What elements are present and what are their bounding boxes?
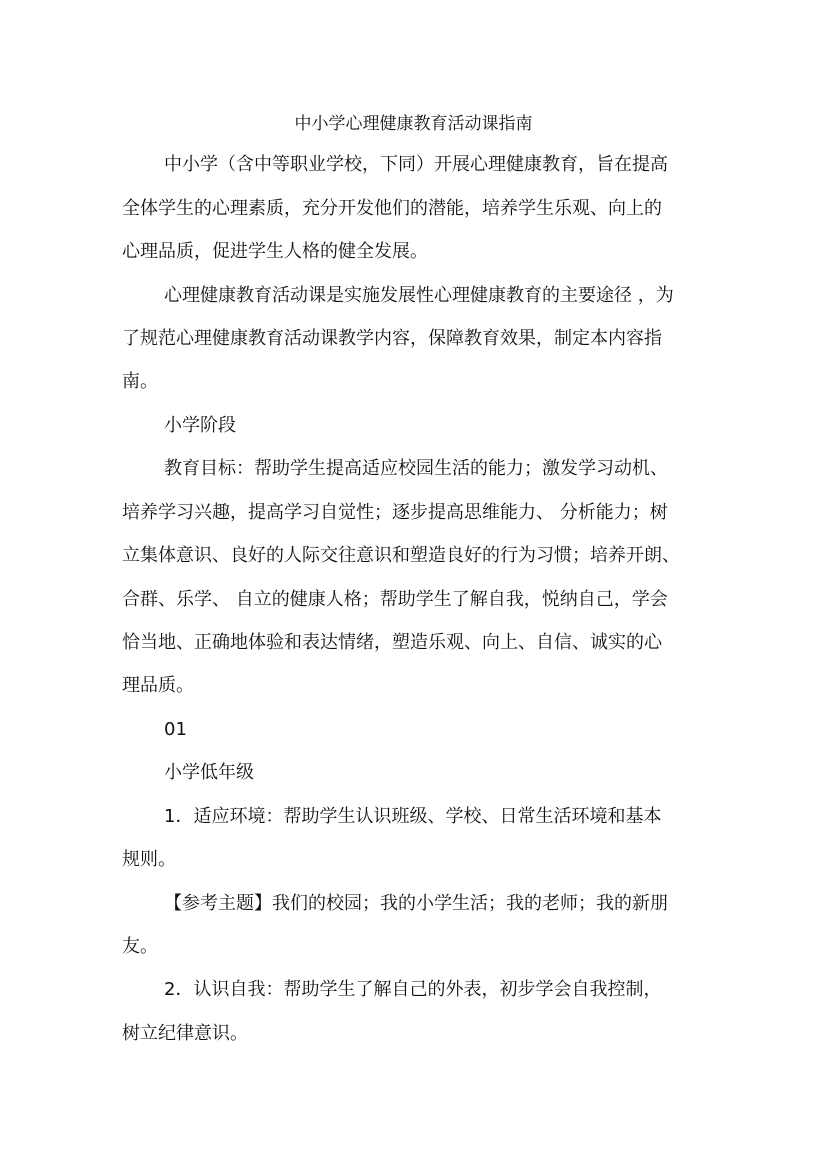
intro-line-1: 中小学（含中等职业学校，下同）开展心理健康教育，旨在提高 [164,154,668,175]
item2-line-1: 2．认识自我：帮助学生了解自己的外表，初步学会自我控制， [164,979,662,1000]
goal-line-3: 立集体意识、良好的人际交往意识和塑造良好的行为习惯；培养开朗、 [122,545,680,566]
intro-line-3: 心理品质，促进学生人格的健全发展。 [122,241,428,262]
section-number: 01 [164,719,187,740]
purpose-line-3: 南。 [122,371,158,392]
goal-line-6: 理品质。 [122,675,194,696]
item1-line-1: 1．适应环境：帮助学生认识班级、学校、日常生活环境和基本 [164,806,662,827]
purpose-line-1: 心理健康教育活动课是实施发展性心理健康教育的主要途径 ，为 [164,285,674,306]
topics-line-1: 【参考主题】我们的校园；我的小学生活；我的老师；我的新朋 [164,893,668,914]
grade-heading: 小学低年级 [164,762,254,783]
stage-heading: 小学阶段 [164,415,236,436]
intro-line-2: 全体学生的心理素质，充分开发他们的潜能，培养学生乐观、向上的 [122,198,662,219]
topics-line-2: 友。 [122,936,158,957]
goal-line-1: 教育目标：帮助学生提高适应校园生活的能力；激发学习动机、 [164,458,668,479]
document-title: 中小学心理健康教育活动课指南 [294,114,533,134]
purpose-line-2: 了规范心理健康教育活动课教学内容，保障教育效果，制定本内容指 [122,328,662,349]
item2-line-2: 树立纪律意识。 [122,1023,248,1044]
goal-line-4: 合群、乐学、 自立的健康人格；帮助学生了解自我，悦纳自己，学会 [122,589,668,610]
goal-line-2: 培养学习兴趣，提高学习自觉性；逐步提高思维能力、 分析能力；树 [122,502,668,523]
item1-line-2: 规则。 [122,849,176,870]
goal-line-5: 恰当地、正确地体验和表达情绪，塑造乐观、向上、自信、诚实的心 [122,632,662,653]
